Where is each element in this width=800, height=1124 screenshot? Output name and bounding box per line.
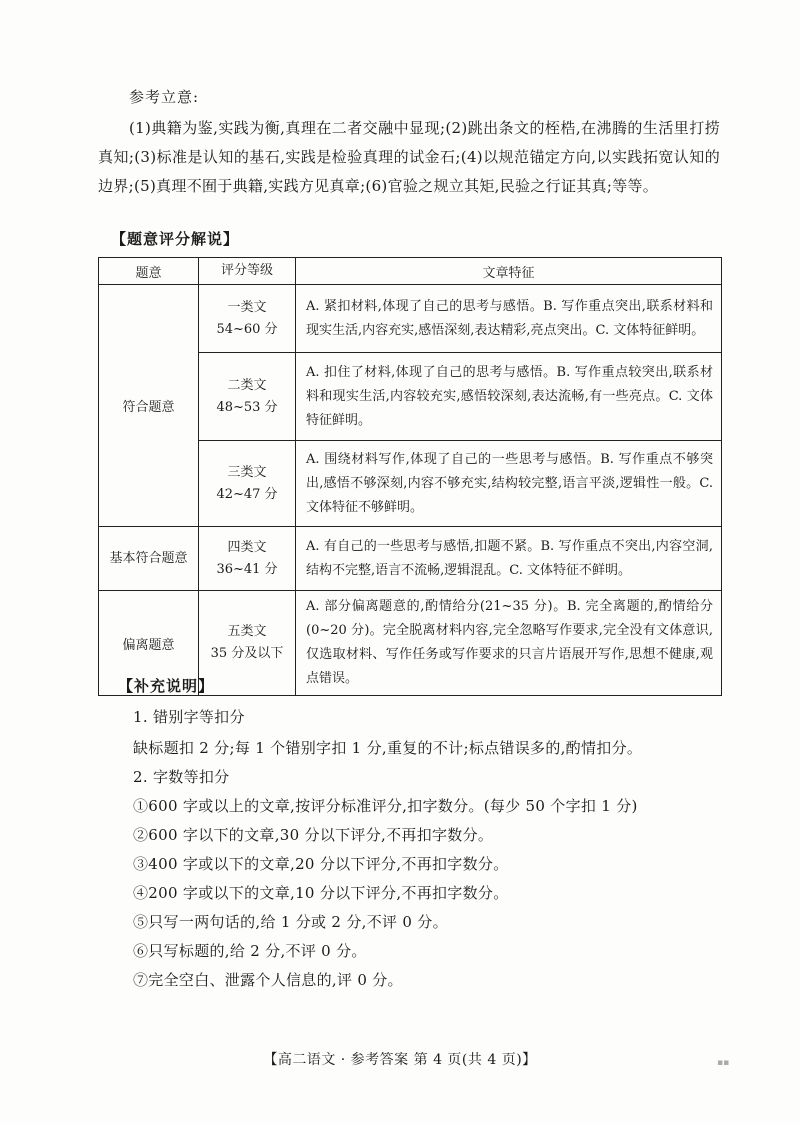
grading-section-title: 【题意评分解说】 bbox=[111, 230, 240, 248]
supplement-line: ①600 字或以上的文章,按评分标准评分,扣字数分。(每少 50 个字扣 1 分) bbox=[133, 797, 638, 815]
page-footer: 【高二语文 · 参考答案 第 4 页(共 4 页)】 bbox=[263, 1052, 537, 1068]
grade-score-range: 48~53 分 bbox=[216, 399, 278, 415]
grade-score-range: 54~60 分 bbox=[216, 321, 278, 337]
category-cell: 符合题意 bbox=[99, 285, 199, 527]
grade-name: 二类文 bbox=[227, 377, 267, 393]
grade-cell bbox=[199, 441, 296, 527]
features-cell: A. 有自己的一些思考与感悟,扣题不紧。B. 写作重点不突出,内容空洞,结构不完整,语言不流畅,逻辑混乱。C. 文体特征不鲜明。 bbox=[296, 527, 722, 591]
grade-name: 三类文 bbox=[227, 464, 267, 480]
grade-cell bbox=[199, 353, 296, 441]
header-topic: 题意 bbox=[99, 258, 199, 285]
reference-paragraph: (1)典籍为鉴,实践为衡,真理在二者交融中显现;(2)跳出条文的桎梏,在沸腾的生活里打捞真知;(3)标准是认知的基石,实践是检验真理的试金石;(4)以规范锚定方向,以实践拓宽认知的边界;(5)真理不囿于典籍,实践方见真章;(6)官验之规立其矩,民验之行证其真;等等。 bbox=[98, 119, 720, 195]
grade-name: 一类文 bbox=[227, 299, 267, 315]
grade-score-range: 42~47 分 bbox=[216, 486, 278, 502]
supplement-line: ⑦完全空白、泄露个人信息的,评 0 分。 bbox=[133, 971, 403, 989]
header-features: 文章特征 bbox=[296, 258, 722, 285]
supplement-line: ②600 字以下的文章,30 分以下评分,不再扣字数分。 bbox=[133, 826, 494, 844]
features-cell: A. 紧扣材料,体现了自己的思考与感悟。B. 写作重点突出,联系材料和现实生活,内容充实,感悟深刻,表达精彩,亮点突出。C. 文体特征鲜明。 bbox=[296, 285, 722, 353]
grade-name: 四类文 bbox=[227, 539, 267, 555]
supplement-subheading: 2. 字数等扣分 bbox=[133, 768, 230, 786]
supplement-section-title: 【补充说明】 bbox=[118, 677, 215, 695]
grade-cell bbox=[199, 285, 296, 353]
supplement-line: ⑤只写一两句话的,给 1 分或 2 分,不评 0 分。 bbox=[133, 913, 448, 931]
corner-mark: ▪▪ bbox=[717, 1058, 730, 1068]
grade-name: 五类文 bbox=[227, 624, 267, 639]
reference-heading: 参考立意: bbox=[129, 88, 200, 106]
supplement-subheading: 1. 错别字等扣分 bbox=[133, 708, 245, 726]
features-cell: A. 围绕材料写作,体现了自己的一些思考与感悟。B. 写作重点不够突出,感悟不够深刻,内容不够充实,结构较完整,语言平淡,逻辑性一般。C. 文体特征不够鲜明。 bbox=[296, 441, 722, 527]
grading-table bbox=[98, 257, 722, 696]
features-cell: A. 部分偏离题意的,酌情给分(21~35 分)。B. 完全离题的,酌情给分(0~20 分)。完全脱离材料内容,完全忽略写作要求,完全没有文体意识,仅选取材料、写作任务或写作要求的只言片语展开写作,思想不健康,观点错误。 bbox=[296, 591, 722, 696]
supplement-line: ④200 字或以下的文章,10 分以下评分,不再扣字数分。 bbox=[133, 884, 509, 902]
features-cell: A. 扣住了材料,体现了自己的思考与感悟。B. 写作重点较突出,联系材料和现实生活,内容较充实,感悟较深刻,表达流畅,有一些亮点。C. 文体特征鲜明。 bbox=[296, 353, 722, 441]
grade-cell bbox=[199, 527, 296, 591]
supplement-line: ⑥只写标题的,给 2 分,不评 0 分。 bbox=[133, 942, 367, 960]
grading-table-header-row bbox=[99, 258, 722, 285]
supplement-line: 缺标题扣 2 分;每 1 个错别字扣 1 分,重复的不计;标点错误多的,酌情扣分。 bbox=[133, 739, 643, 757]
header-grade: 评分等级 bbox=[199, 258, 296, 285]
grade-score-range: 36~41 分 bbox=[216, 561, 278, 577]
grade-score-range: 35 分及以下 bbox=[210, 646, 284, 661]
category-cell: 基本符合题意 bbox=[99, 527, 199, 591]
category-cell: 偏离题意 bbox=[99, 591, 199, 696]
table-row bbox=[99, 285, 722, 353]
supplement-line: ③400 字或以下的文章,20 分以下评分,不再扣字数分。 bbox=[133, 855, 509, 873]
table-row bbox=[99, 527, 722, 591]
